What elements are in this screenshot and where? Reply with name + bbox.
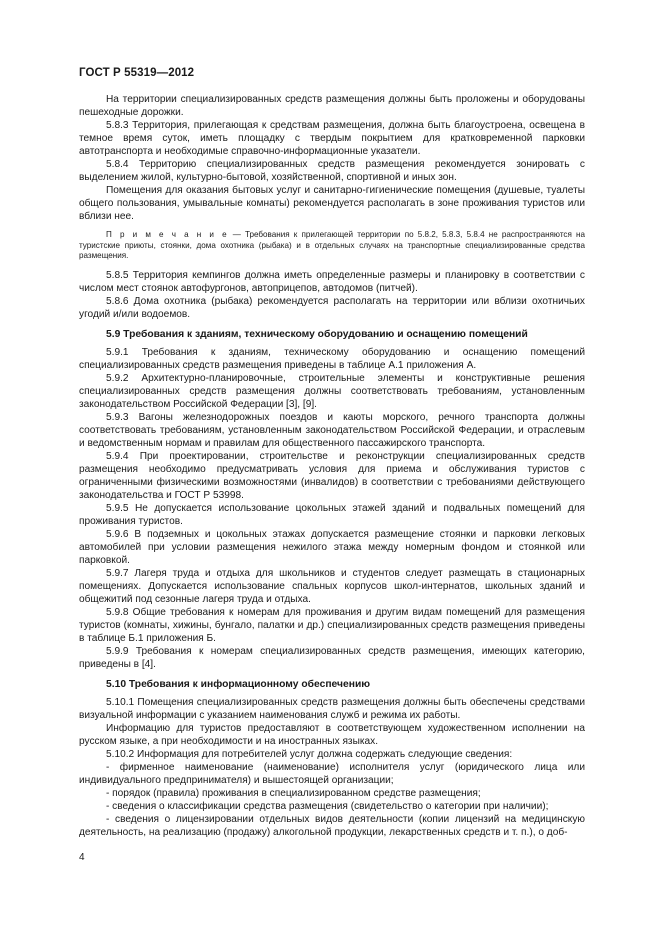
- paragraph: Информацию для туристов предоставляют в соответствующем художественном исполнении на русском языке, а при необходимости и на иностранных языках.: [79, 722, 585, 747]
- paragraph: 5.9.3 Вагоны железнодорожных поездов и каюты морского, речного транспорта должны соответствовать требованиям, установленным законодательством Российской Федерации, и отраслевым и ведомственным нормам и правилам для общественного пассажирского транспорта.: [79, 411, 585, 449]
- list-item: - порядок (правила) проживания в специализированном средстве размещения;: [106, 787, 481, 799]
- note-text: — Требования к прилегающей территории по 5.8.2, 5.8.3, 5.8.4 не распространяются на туристские приюты, стоянки, дома охотника (рыбака) и в отдельных случаях на транспортные специализированные средства размещения.: [79, 230, 585, 261]
- paragraph: 5.9.1 Требования к зданиям, техническому оборудованию и оснащению помещений специализированных средств размещения приведены в таблице А.1 приложения А.: [79, 346, 585, 371]
- paragraph: 5.9.8 Общие требования к номерам для проживания и другим видам помещений для размещения туристов (комнаты, хижины, бунгало, палатки и др.) специализированных средств размещения приведены в таблице Б.1 приложения Б.: [79, 606, 585, 644]
- paragraph: 5.9.2 Архитектурно-планировочные, строительные элементы и конструктивные решения специализированных средств размещения должны соответствовать требованиям, установленным законодательством Российской Федерации [3], [9].: [79, 372, 585, 410]
- paragraph: 5.8.4 Территорию специализированных средств размещения рекомендуется зонировать с выделением жилой, культурно-бытовой, хозяйственной, спортивной и иных зон.: [79, 159, 585, 183]
- note-paragraph: [79, 230, 585, 262]
- section-heading: 5.9 Требования к зданиям, техническому оборудованию и оснащению помещений: [106, 328, 528, 340]
- list-item: - сведения о классификации средства размещения (свидетельство о категории при наличии);: [106, 800, 549, 812]
- paragraph: 5.9.7 Лагеря труда и отдыха для школьников и студентов следует размещать в стационарных помещениях. Допускается использование спальных корпусов школ-интернатов, школьных зданий и общежитий под сезонные лагеря труда и отдыха.: [79, 567, 585, 605]
- document-body: [79, 93, 585, 839]
- paragraph: 5.8.6 Дома охотника (рыбака) рекомендуется располагать на территории или вблизи охотничьих угодий и/или водоемов.: [79, 295, 585, 320]
- page-number: 4: [79, 852, 85, 863]
- paragraph: На территории специализированных средств размещения должны быть проложены и оборудованы пешеходные дорожки.: [79, 94, 585, 118]
- paragraph: 5.9.4 При проектировании, строительстве и реконструкции специализированных средств размещения необходимо предусматривать условия для приема и обслуживания туристов с ограниченными физическими возможностями (инвалидов) в соответствии с требованиями действующего законодательства и ГОСТ Р 53998.: [79, 450, 585, 501]
- paragraph: 5.9.5 Не допускается использование цокольных этажей зданий и подвальных помещений для проживания туристов.: [79, 502, 585, 527]
- paragraph: 5.8.3 Территория, прилегающая к средствам размещения, должна быть благоустроена, освещена в темное время суток, иметь площадку с твердым покрытием для кратковременной парковки автотранспорта и необходимые справочно-информационные указатели.: [79, 120, 585, 157]
- section-heading: 5.10 Требования к информационному обеспечению: [106, 678, 371, 690]
- paragraph: 5.8.5 Территория кемпингов должна иметь определенные размеры и планировку в соответствии с числом мест стоянок автофургонов, автоприцепов, автодомов (питчей).: [79, 269, 585, 294]
- note-label: П р и м е ч а н и е: [106, 230, 229, 239]
- paragraph: 5.9.9 Требования к номерам специализированных средств размещения, имеющих категорию, приведены в [4].: [79, 645, 585, 670]
- paragraph: Помещения для оказания бытовых услуг и санитарно-гигиенические помещения (душевые, туалеты общего пользования, умывальные комнаты) рекомендуется располагать в зоне проживания туристов или вблизи нее.: [79, 185, 585, 222]
- list-item: - фирменное наименование (наименование) исполнителя услуг (юридического лица или индивидуального предпринимателя) и вышестоящей организации;: [79, 761, 585, 786]
- list-item: - сведения о лицензировании отдельных видов деятельности (копии лицензий на медицинскую деятельность, на реализацию (продажу) алкогольной продукции, лекарственных средств и т. п.), о доб-: [79, 813, 585, 838]
- document-header: ГОСТ Р 55319—2012: [79, 67, 195, 79]
- paragraph: 5.10.2 Информация для потребителей услуг должна содержать следующие сведения:: [106, 748, 513, 760]
- paragraph: 5.10.1 Помещения специализированных средств размещения должны быть обеспечены средствами визуальной информации с указанием наименования служб и режима их работы.: [79, 696, 585, 721]
- paragraph: 5.9.6 В подземных и цокольных этажах допускается размещение стоянки и парковки легковых автомобилей при условии размещения нежилого этажа между номерным фондом и стоянкой или парковкой.: [79, 528, 585, 566]
